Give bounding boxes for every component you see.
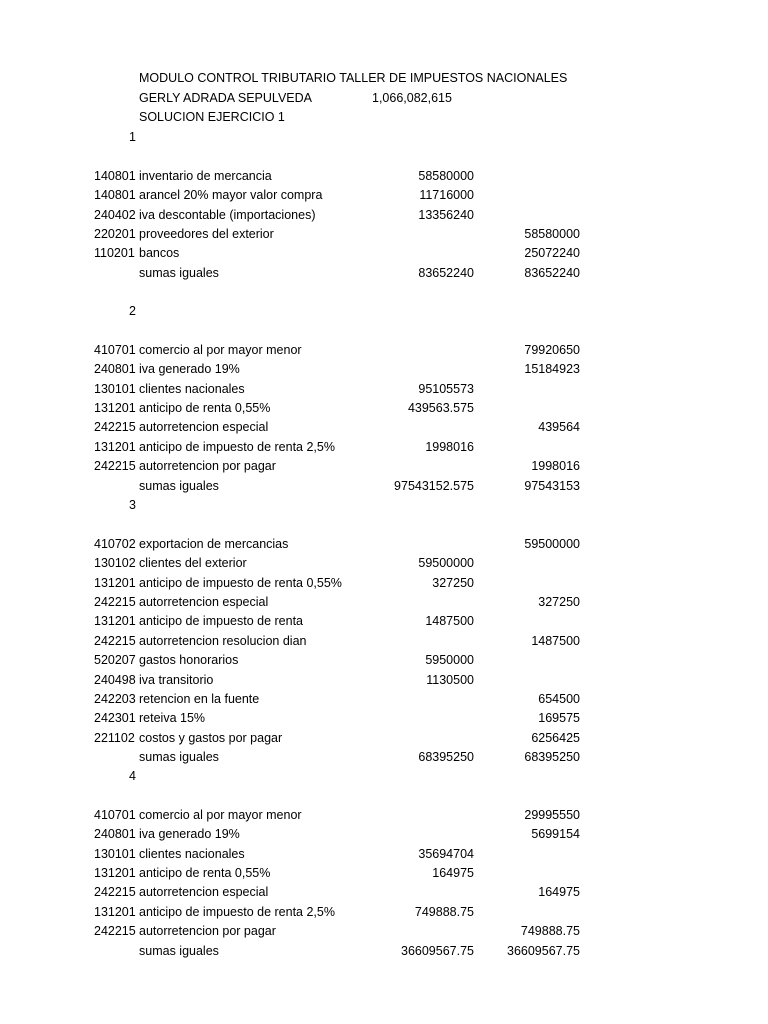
debit-amount: 58580000: [418, 168, 474, 183]
debit-amount: 13356240: [418, 207, 474, 222]
account-description: clientes del exterior: [139, 556, 247, 571]
ledger-entry-row: [0, 535, 768, 554]
account-description: anticipo de impuesto de renta: [139, 614, 303, 629]
credit-amount: 327250: [538, 595, 580, 609]
ledger-entry-row: [0, 206, 768, 225]
account-code: 131201: [94, 614, 136, 629]
debit-amount: 1487500: [425, 614, 474, 629]
credit-amount: 1998016: [531, 459, 580, 474]
account-description: iva descontable (importaciones): [139, 207, 316, 222]
debit-amount: 439563.575: [407, 401, 474, 415]
exercise-number-row: [0, 496, 768, 515]
ledger-entry-row: [0, 883, 768, 902]
totals-credit: 68395250: [524, 750, 580, 765]
credit-amount: 58580000: [524, 227, 580, 241]
document-subtitle: SOLUCION EJERCICIO 1: [139, 110, 285, 124]
exercise-number: 2: [129, 304, 136, 318]
account-description: arancel 20% mayor valor compra: [139, 188, 323, 203]
account-code: 220201: [94, 227, 136, 241]
account-code: 140801: [94, 188, 136, 203]
ledger-entry-row: [0, 903, 768, 922]
ledger-entry-row: [0, 632, 768, 651]
debit-amount: 5950000: [425, 653, 474, 668]
credit-amount: 5699154: [531, 827, 580, 842]
totals-row: [0, 477, 768, 496]
account-code: 131201: [94, 401, 136, 415]
debit-amount: 11716000: [419, 188, 474, 203]
credit-amount: 15184923: [524, 362, 580, 377]
account-description: exportacion de mercancias: [139, 536, 289, 551]
account-description: costos y gastos por pagar: [139, 730, 283, 745]
credit-amount: 749888.75: [520, 924, 580, 939]
debit-amount: 327250: [432, 575, 474, 590]
exercise-number: 1: [129, 130, 136, 144]
ledger-entry-row: [0, 845, 768, 864]
account-code: 242215: [94, 885, 136, 900]
ledger-entry-row: [0, 554, 768, 573]
totals-label: sumas iguales: [139, 265, 219, 280]
account-code: 242215: [94, 420, 136, 435]
credit-amount: 59500000: [524, 536, 580, 551]
account-description: gastos honorarios: [139, 653, 239, 668]
account-description: iva generado 19%: [139, 362, 240, 377]
totals-row: [0, 748, 768, 767]
ledger-entry-row: [0, 225, 768, 244]
credit-amount: 654500: [538, 692, 580, 706]
credit-amount: 439564: [538, 420, 580, 435]
account-description: autorretencion por pagar: [139, 459, 276, 474]
totals-row: [0, 264, 768, 283]
credit-amount: 1487500: [531, 633, 580, 648]
account-description: anticipo de impuesto de renta 2,5%: [139, 904, 335, 919]
account-code: 242203: [94, 692, 136, 706]
account-description: proveedores del exterior: [139, 227, 274, 241]
credit-amount: 169575: [538, 711, 580, 726]
totals-label: sumas iguales: [139, 750, 219, 765]
ledger-entry-row: [0, 360, 768, 379]
account-code: 242301: [94, 711, 136, 726]
credit-amount: 164975: [538, 885, 580, 900]
credit-amount: 29995550: [524, 807, 580, 822]
credit-amount: 6256425: [531, 730, 580, 745]
totals-row: [0, 942, 768, 961]
ledger-entry-row: [0, 612, 768, 631]
totals-debit: 68395250: [418, 750, 474, 765]
account-description: autorretencion especial: [139, 420, 269, 435]
debit-amount: 1130500: [426, 672, 474, 687]
account-code: 410701: [94, 342, 136, 357]
account-description: anticipo de renta 0,55%: [139, 401, 271, 415]
account-description: inventario de mercancia: [139, 168, 272, 183]
account-code: 130101: [94, 846, 136, 861]
totals-label: sumas iguales: [139, 943, 219, 958]
account-code: 240801: [94, 827, 136, 842]
account-code: 242215: [94, 459, 136, 474]
ledger-entry-row: [0, 457, 768, 476]
account-code: 240402: [94, 207, 136, 222]
totals-credit: 97543153: [524, 478, 580, 493]
ledger-entry-row: [0, 671, 768, 690]
exercise-number: 3: [129, 498, 136, 512]
debit-amount: 1998016: [425, 439, 474, 454]
ledger-entry-row: [0, 864, 768, 883]
student-number: 1,066,082,615: [372, 91, 452, 105]
account-code: 240801: [94, 362, 136, 377]
ledger-entry-row: [0, 690, 768, 709]
account-code: 242215: [94, 633, 136, 648]
ledger-entry-row: [0, 806, 768, 825]
account-description: autorretencion por pagar: [139, 924, 276, 939]
account-code: 130101: [94, 381, 136, 396]
totals-label: sumas iguales: [139, 478, 219, 493]
account-description: autorretencion resolucion dian: [139, 633, 307, 648]
account-code: 410702: [94, 536, 136, 551]
exercise-number-row: [0, 302, 768, 321]
totals-debit: 83652240: [418, 265, 474, 280]
debit-amount: 164975: [432, 866, 474, 880]
account-code: 240498: [94, 672, 136, 687]
account-description: iva generado 19%: [139, 827, 240, 842]
ledger-entry-row: [0, 380, 768, 399]
totals-credit: 83652240: [524, 265, 580, 280]
account-code: 140801: [94, 168, 136, 183]
ledger-entry-row: [0, 709, 768, 728]
exercise-number-row: [0, 128, 768, 147]
account-description: anticipo de impuesto de renta 0,55%: [139, 575, 342, 590]
student-name: GERLY ADRADA SEPULVEDA: [139, 91, 312, 105]
header-title-row: [0, 69, 768, 88]
account-description: clientes nacionales: [139, 846, 245, 861]
ledger-entry-row: [0, 593, 768, 612]
account-code: 110201: [94, 246, 135, 261]
document-title: MODULO CONTROL TRIBUTARIO TALLER DE IMPUESTOS NACIONALES: [139, 71, 568, 85]
account-description: iva transitorio: [139, 672, 214, 687]
ledger-entry-row: [0, 651, 768, 670]
header-student-row: [0, 89, 768, 108]
ledger-entry-row: [0, 438, 768, 457]
credit-amount: 25072240: [524, 246, 580, 261]
account-description: anticipo de renta 0,55%: [139, 866, 271, 880]
account-code: 131201: [94, 904, 136, 919]
totals-credit: 36609567.75: [507, 943, 580, 958]
account-description: anticipo de impuesto de renta 2,5%: [139, 439, 335, 454]
exercise-number-row: [0, 767, 768, 786]
ledger-entry-row: [0, 418, 768, 437]
account-description: retencion en la fuente: [139, 692, 260, 706]
account-description: autorretencion especial: [139, 595, 269, 609]
ledger-entry-row: [0, 922, 768, 941]
ledger-entry-row: [0, 167, 768, 186]
ledger-entry-row: [0, 341, 768, 360]
account-code: 131201: [94, 439, 136, 454]
exercise-number: 4: [129, 769, 136, 783]
account-code: 131201: [94, 866, 136, 880]
account-description: comercio al por mayor menor: [139, 342, 302, 357]
account-description: bancos: [139, 246, 180, 261]
account-code: 410701: [94, 807, 136, 822]
totals-debit: 36609567.75: [401, 943, 474, 958]
ledger-entry-row: [0, 244, 768, 263]
account-code: 520207: [94, 653, 136, 668]
account-code: 131201: [94, 575, 136, 590]
debit-amount: 95105573: [418, 381, 474, 396]
debit-amount: 59500000: [418, 556, 474, 571]
credit-amount: 79920650: [524, 342, 580, 357]
account-code: 130102: [94, 556, 136, 571]
totals-debit: 97543152.575: [394, 478, 474, 493]
account-code: 242215: [94, 924, 136, 939]
account-description: reteiva 15%: [139, 711, 206, 726]
ledger-entry-row: [0, 825, 768, 844]
ledger-entry-row: [0, 729, 768, 748]
account-description: autorretencion especial: [139, 885, 269, 900]
account-code: 221102: [94, 730, 135, 745]
header-subtitle-row: [0, 108, 768, 127]
account-description: clientes nacionales: [139, 381, 245, 396]
debit-amount: 35694704: [418, 846, 474, 861]
ledger-entry-row: [0, 186, 768, 205]
ledger-entry-row: [0, 574, 768, 593]
account-code: 242215: [94, 595, 136, 609]
account-description: comercio al por mayor menor: [139, 807, 302, 822]
ledger-entry-row: [0, 399, 768, 418]
debit-amount: 749888.75: [414, 904, 474, 919]
